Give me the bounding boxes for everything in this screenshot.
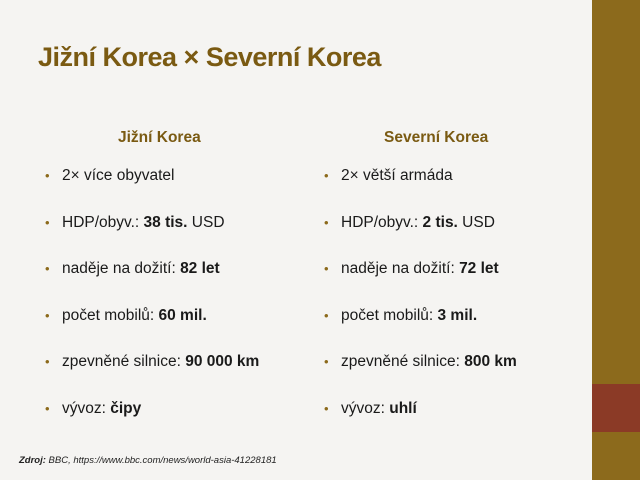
list-item: • zpevněné silnice: 800 km bbox=[324, 353, 517, 370]
list-item: • počet mobilů: 60 mil. bbox=[45, 306, 207, 324]
bullet-icon: • bbox=[324, 214, 329, 230]
right-bullet-list bbox=[324, 166, 517, 445]
bullet-icon: • bbox=[324, 354, 329, 369]
bullet-icon: • bbox=[45, 307, 50, 323]
list-item: • vývoz: čipy bbox=[45, 399, 142, 417]
list-item: • vývoz: uhlí bbox=[324, 399, 417, 417]
bullet-icon: • bbox=[45, 400, 50, 416]
side-bar-accent bbox=[592, 384, 640, 432]
list-item: • HDP/obyv.: 2 tis. USD bbox=[324, 213, 495, 231]
list-item: • naděje na dožití: 72 let bbox=[324, 260, 499, 277]
list-item: • zpevněné silnice: 90 000 km bbox=[45, 353, 260, 370]
list-item: • 2× větší armáda bbox=[324, 167, 453, 184]
bullet-icon: • bbox=[45, 168, 50, 183]
bullet-icon: • bbox=[324, 400, 329, 416]
source-note: Zdroj: BBC, https://www.bbc.com/news/world-asia-41228181 bbox=[19, 455, 277, 466]
bullet-icon: • bbox=[324, 168, 329, 183]
bullet-icon: • bbox=[324, 307, 329, 323]
list-item: • naděje na dožití: 82 let bbox=[45, 260, 220, 277]
bullet-icon: • bbox=[45, 214, 50, 230]
right-column-heading: Severní Korea bbox=[384, 129, 489, 146]
list-item: • 2× více obyvatel bbox=[45, 167, 175, 184]
bullet-icon: • bbox=[45, 261, 50, 276]
left-column-heading: Jižní Korea bbox=[118, 129, 201, 146]
slide-title: Jižní Korea × Severní Korea bbox=[38, 42, 381, 72]
left-bullet-list bbox=[45, 166, 260, 445]
list-item: • počet mobilů: 3 mil. bbox=[324, 306, 478, 324]
bullet-icon: • bbox=[324, 261, 329, 276]
bullet-icon: • bbox=[45, 354, 50, 369]
list-item: • HDP/obyv.: 38 tis. USD bbox=[45, 213, 225, 231]
